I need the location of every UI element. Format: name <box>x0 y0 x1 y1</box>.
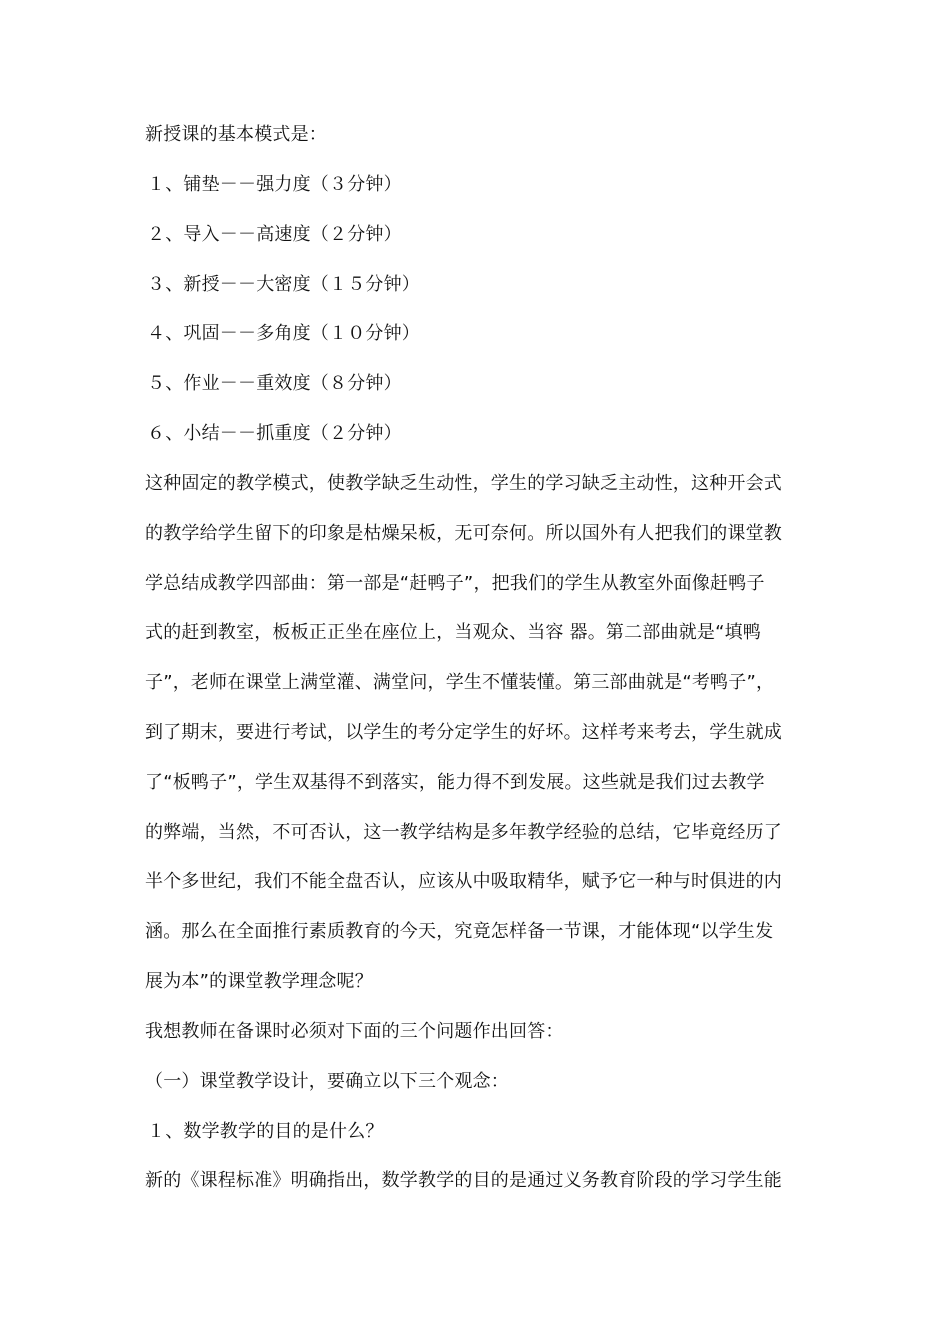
text-line: 的弊端，当然，不可否认，这一教学结构是多年教学经验的总结，它毕竟经历了 <box>145 822 782 843</box>
text-line-step-5: ５、作业－－重效度（８分钟） <box>147 373 402 394</box>
text-line: 这种固定的教学模式，使教学缺乏生动性，学生的学习缺乏主动性，这种开会式 <box>145 473 782 494</box>
text-line-step-1: １、铺垫－－强力度（３分钟） <box>147 174 402 195</box>
text-line-step-2: ２、导入－－高速度（２分钟） <box>147 224 402 245</box>
text-line: 到了期末，要进行考试，以学生的考分定学生的好坏。这样考来考去，学生就成 <box>145 722 782 743</box>
text-line: 了“板鸭子”，学生双基得不到落实，能力得不到发展。这些就是我们过去教学 <box>145 772 765 793</box>
text-line-step-3: ３、新授－－大密度（１５分钟） <box>147 274 420 295</box>
subsection-heading: １、数学教学的目的是什么？ <box>147 1121 384 1142</box>
text-line: 展为本”的课堂教学理念呢？ <box>145 971 373 992</box>
text-line-intro: 新授课的基本模式是： <box>145 124 327 145</box>
text-line: 我想教师在备课时必须对下面的三个问题作出回答： <box>145 1021 564 1042</box>
text-line-step-4: ４、巩固－－多角度（１０分钟） <box>147 323 420 344</box>
text-line: 半个多世纪，我们不能全盘否认，应该从中吸取精华，赋予它一种与时俱进的内 <box>145 871 782 892</box>
text-line: 学总结成教学四部曲：第一部是“赶鸭子”，把我们的学生从教室外面像赶鸭子 <box>145 573 765 594</box>
text-line: 新的《课程标准》明确指出，数学教学的目的是通过义务教育阶段的学习学生能 <box>145 1170 782 1191</box>
section-heading: （一）课堂教学设计，要确立以下三个观念： <box>145 1071 509 1092</box>
text-line-step-6: ６、小结－－抓重度（２分钟） <box>147 423 402 444</box>
text-line: 涵。那么在全面推行素质教育的今天，究竟怎样备一节课，才能体现“以学生发 <box>145 921 774 942</box>
text-line: 子”，老师在课堂上满堂灌、满堂问，学生不懂装懂。第三部曲就是“考鸭子”， <box>145 672 775 693</box>
text-line: 式的赶到教室，板板正正坐在座位上，当观众、当容 器。第二部曲就是“填鸭 <box>145 622 762 643</box>
text-line: 的教学给学生留下的印象是枯燥呆板，无可奈何。所以国外有人把我们的课堂教 <box>145 523 782 544</box>
